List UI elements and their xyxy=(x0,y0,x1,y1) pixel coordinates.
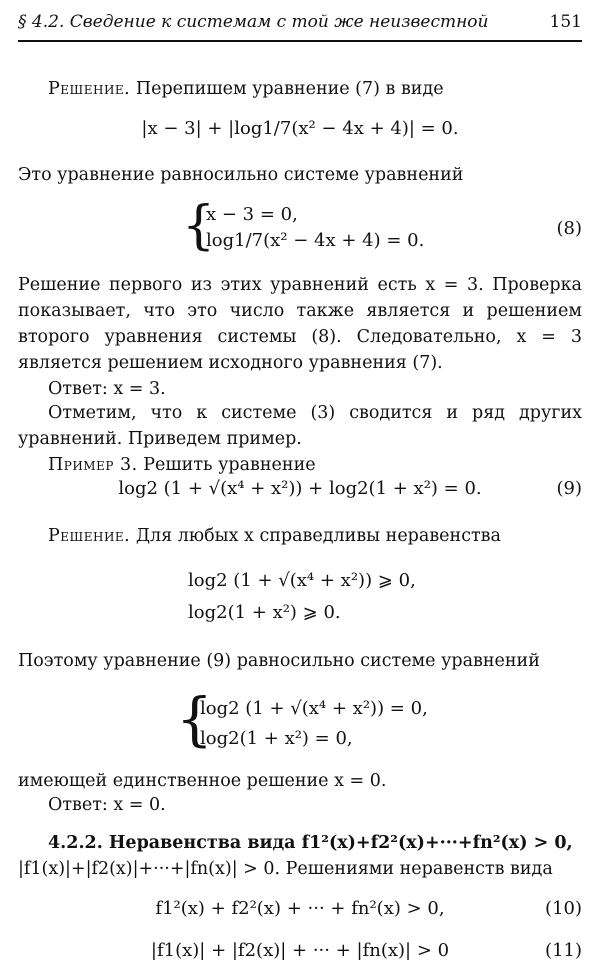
equation-rewrite: |x − 3| + |log1/7(x² − 4x + 4)| = 0. xyxy=(141,118,459,139)
example-label: Пример 3. xyxy=(48,455,138,475)
equation-number-8: (8) xyxy=(556,218,582,239)
solution-1-intro xyxy=(48,76,444,102)
equivalence-text: Это уравнение равносильно системе уравнений xyxy=(18,165,464,185)
solution-label: Решение. xyxy=(48,79,131,99)
page-number: 151 xyxy=(549,12,582,32)
solution-2-intro xyxy=(48,523,501,549)
section-title: § 4.2. Сведение к системам с той же неизвестной xyxy=(18,12,489,32)
header-rule xyxy=(18,40,582,42)
solution-paragraph: Решение первого из этих уравнений есть x = 3. Проверка показывает, что это число также является и решением второго уравнения системы (8). Следовательно, x = 3 является решением исходного уравнения (7). xyxy=(18,275,582,373)
answer-2: Ответ: x = 0. xyxy=(48,795,166,815)
solution-text: Для любых x справедливы неравенства xyxy=(135,526,501,546)
therefore-text: Поэтому уравнение (9) равносильно системе уравнений xyxy=(18,651,540,671)
system-final xyxy=(176,685,496,756)
system-final-line-1: log2 (1 + √(x⁴ + x²)) = 0, xyxy=(200,698,428,719)
example-text: Решить уравнение xyxy=(143,455,316,475)
section-heading: 4.2.2. Неравенства вида f1²(x)+f2²(x)+···+fn²(x) > 0, xyxy=(48,833,573,853)
equation-9: log2 (1 + √(x⁴ + x²)) + log2(1 + x²) = 0. xyxy=(118,478,482,499)
note-paragraph: Отметим, что к системе (3) сводится и ряд других уравнений. Приведем пример. xyxy=(18,403,582,449)
section-text: |f1(x)|+|f2(x)|+···+|fn(x)| > 0. Решениями неравенств вида xyxy=(18,859,553,879)
equation-number-11: (11) xyxy=(545,940,582,961)
solution-label: Решение. xyxy=(48,526,131,546)
unique-solution-text: имеющей единственное решение x = 0. xyxy=(18,771,387,791)
answer-1: Ответ: x = 3. xyxy=(48,379,166,399)
system-8-line-1: x − 3 = 0, xyxy=(206,204,298,225)
inequality-line-2: log2(1 + x²) ⩾ 0. xyxy=(188,602,341,623)
equation-number-9: (9) xyxy=(556,478,582,499)
system-8 xyxy=(182,196,502,260)
equation-11: |f1(x)| + |f2(x)| + ··· + |fn(x)| > 0 xyxy=(150,940,450,961)
running-header xyxy=(18,12,582,38)
left-brace-icon: { xyxy=(176,685,213,753)
system-8-line-2: log1/7(x² − 4x + 4) = 0. xyxy=(206,230,425,251)
inequality-line-1: log2 (1 + √(x⁴ + x²)) ⩾ 0, xyxy=(188,570,416,591)
example-3 xyxy=(48,452,316,478)
equation-10: f1²(x) + f2²(x) + ··· + fn²(x) > 0, xyxy=(155,898,445,919)
system-final-line-2: log2(1 + x²) = 0, xyxy=(200,728,353,749)
solution-text: Перепишем уравнение (7) в виде xyxy=(135,79,444,99)
left-brace-icon: { xyxy=(182,196,216,256)
equation-number-10: (10) xyxy=(545,898,582,919)
